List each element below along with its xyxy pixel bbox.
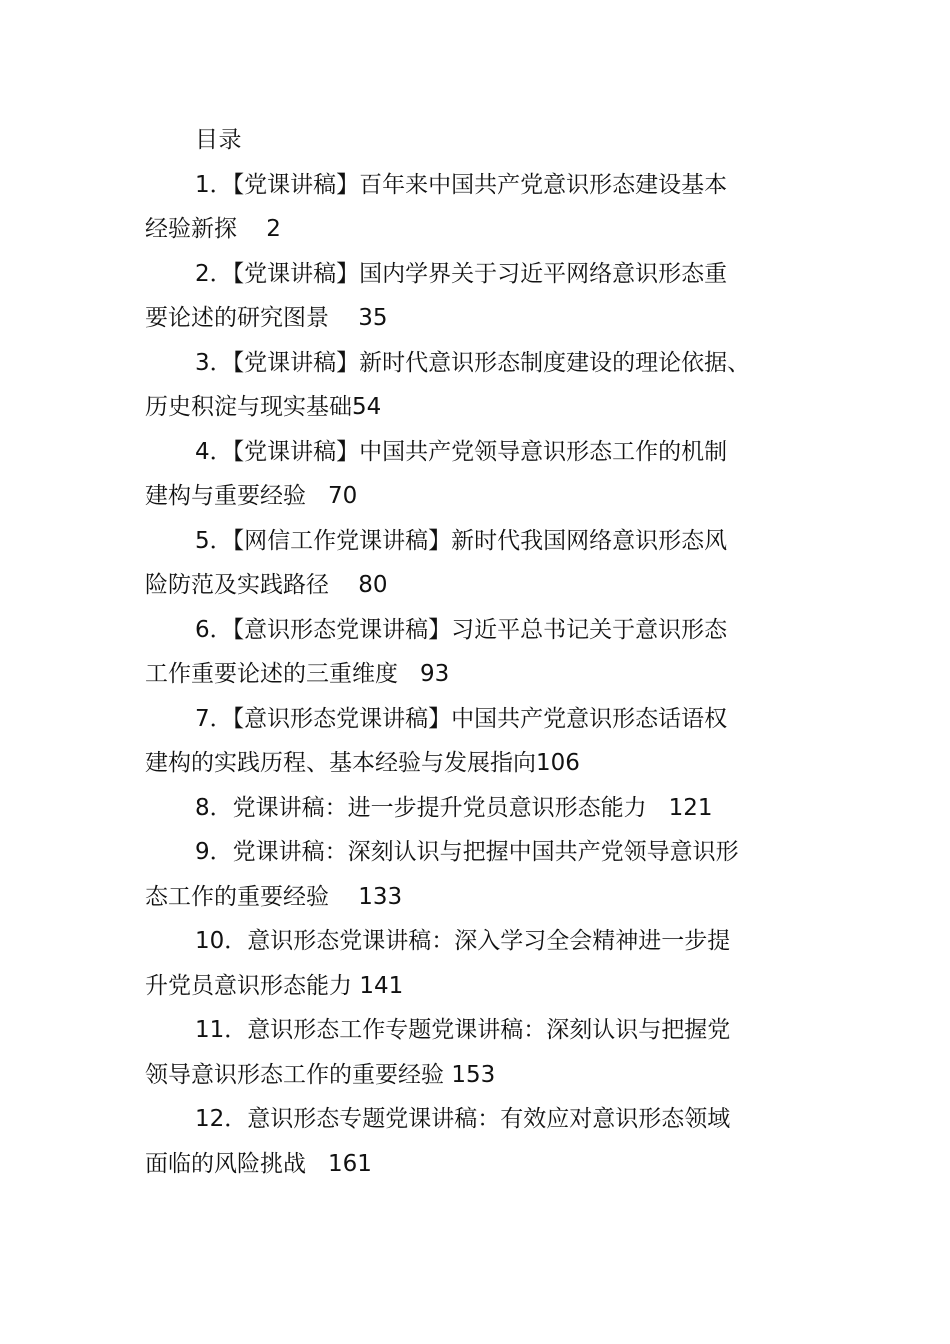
toc-entry-line-last	[145, 964, 815, 1009]
toc-entry	[145, 786, 815, 831]
toc-entry-line: 1．【党课讲稿】百年来中国共产党意识形态建设基本	[195, 171, 728, 198]
toc-entry	[145, 830, 815, 919]
toc-entry-text: 领导意识形态工作的重要经验	[145, 1061, 452, 1088]
toc-entry	[145, 519, 815, 608]
toc-entry	[145, 1097, 815, 1186]
toc-page-number: 106	[536, 750, 580, 776]
toc-entry-line: 7．【意识形态党课讲稿】中国共产党意识形态话语权	[195, 705, 728, 732]
toc-page-number: 141	[359, 972, 404, 999]
toc-page-number: 161	[327, 1150, 372, 1177]
toc-page-number: 80	[358, 572, 388, 598]
toc-entry-line: 5．【网信工作党课讲稿】新时代我国网络意识形态风	[195, 527, 728, 554]
toc-entry	[145, 252, 815, 341]
toc-entry-text: 要论述的研究图景	[145, 305, 359, 331]
toc-entry-line: 3．【党课讲稿】新时代意识形态制度建设的理论依据、	[195, 349, 751, 376]
toc-entry	[145, 163, 815, 252]
toc-entry-text: 8．党课讲稿：进一步提升党员意识形态能力	[195, 794, 669, 821]
toc-entry	[145, 608, 815, 697]
toc-entry	[145, 430, 815, 519]
toc-entry-text: 升党员意识形态能力	[145, 972, 360, 999]
toc-entry-text: 历史积淀与现实基础	[145, 394, 352, 420]
toc-page-number: 2	[266, 216, 281, 242]
toc-page-number: 133	[358, 883, 403, 910]
toc-title: 目录	[195, 127, 242, 153]
toc-entry-line: 6．【意识形态党课讲稿】习近平总书记关于意识形态	[195, 616, 728, 643]
toc-entry-line-last	[145, 1142, 815, 1187]
toc-entry-line-last	[145, 296, 815, 341]
toc-entry	[145, 697, 815, 786]
toc-entry-text: 建构与重要经验	[145, 483, 328, 509]
toc-entry-line-last	[145, 474, 815, 519]
toc-entry-text: 建构的实践历程、基本经验与发展指向	[145, 750, 536, 776]
toc-entry-text: 经验新探	[145, 216, 267, 242]
toc-page-number: 121	[668, 794, 713, 821]
toc-entry-line-last	[145, 207, 815, 252]
toc-entry-line-last	[145, 786, 815, 831]
toc-entry-line: 12．意识形态专题党课讲稿：有效应对意识形态领域	[195, 1106, 731, 1132]
toc-entry-line: 4．【党课讲稿】中国共产党领导意识形态工作的机制	[195, 438, 728, 465]
toc-entry-line: 9．党课讲稿：深刻认识与把握中国共产党领导意识形	[195, 839, 739, 865]
toc-page-number: 35	[358, 305, 388, 331]
toc-page-number: 153	[451, 1061, 496, 1088]
table-of-contents	[145, 118, 815, 1186]
toc-entry-line-last	[145, 652, 815, 697]
toc-entry-line-last	[145, 875, 815, 920]
toc-entry-line-last	[145, 741, 815, 786]
toc-entry	[145, 341, 815, 430]
toc-entry	[145, 919, 815, 1008]
toc-entry-line: 11．意识形态工作专题党课讲稿：深刻认识与把握党	[195, 1017, 731, 1043]
toc-entry-line-last	[145, 1053, 815, 1098]
toc-page-number: 70	[327, 483, 358, 509]
toc-entry-line-last	[145, 563, 815, 608]
toc-entry-text: 工作重要论述的三重维度	[145, 661, 420, 687]
toc-entry-line: 10．意识形态党课讲稿：深入学习全会精神进一步提	[195, 928, 731, 954]
toc-entry-line-last	[145, 385, 815, 430]
toc-entry-line: 2．【党课讲稿】国内学界关于习近平网络意识形态重	[195, 260, 728, 287]
toc-page-number: 93	[419, 661, 450, 687]
toc-entry-text: 态工作的重要经验	[145, 883, 359, 910]
toc-entry-text: 险防范及实践路径	[145, 572, 359, 598]
toc-page-number: 54	[352, 394, 382, 420]
toc-entry	[145, 1008, 815, 1097]
toc-entry-text: 面临的风险挑战	[145, 1150, 328, 1177]
